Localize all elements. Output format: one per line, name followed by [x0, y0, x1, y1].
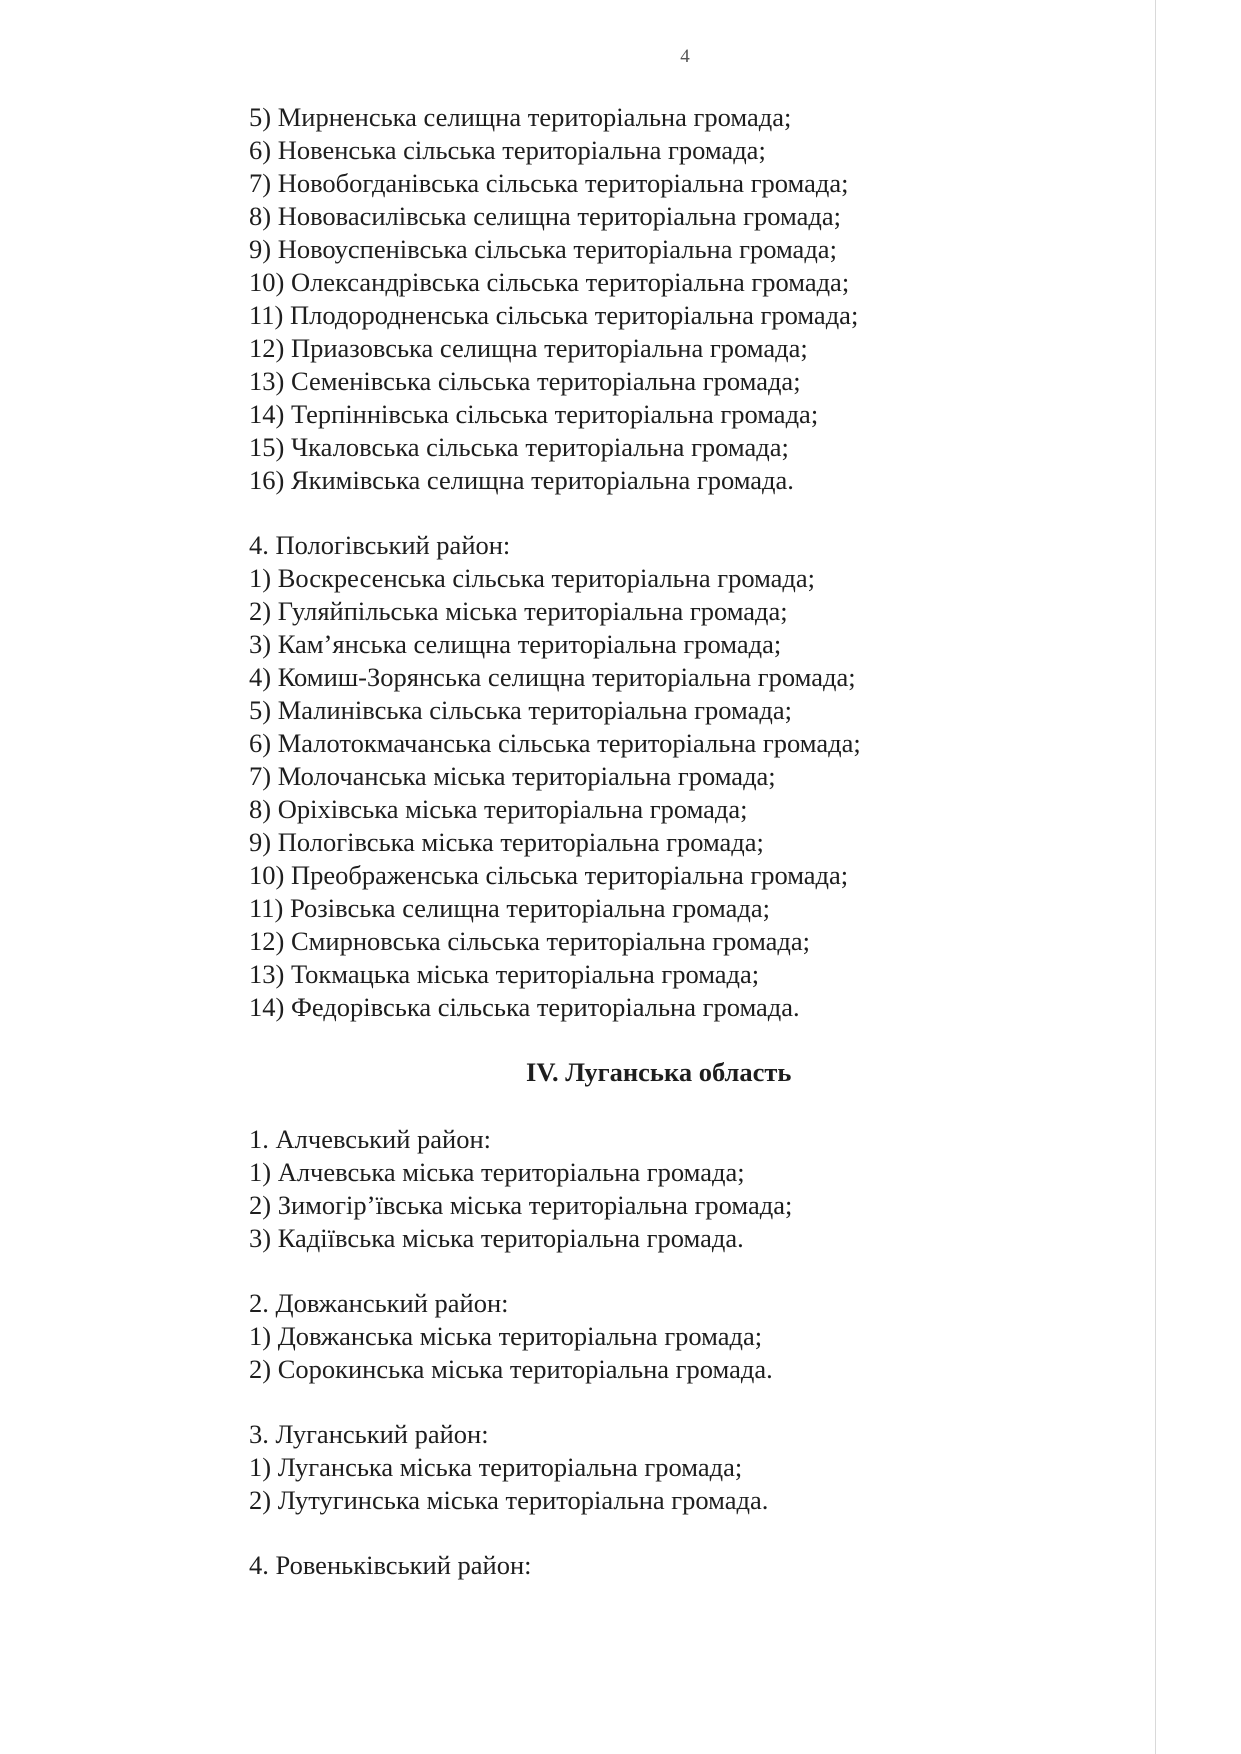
list-item: 1) Луганська міська територіальна громада; — [249, 1452, 743, 1482]
list-item: 3) Кадіївська міська територіальна громада. — [249, 1223, 744, 1253]
list-item: 6) Новенська сільська територіальна громада; — [249, 135, 766, 165]
spacer — [249, 1386, 1149, 1418]
list-item: 2) Зимогір’ївська міська територіальна громада; — [249, 1190, 793, 1220]
list-item: 1) Воскресенська сільська територіальна громада; — [249, 563, 816, 593]
list-item: 14) Федорівська сільська територіальна громада. — [249, 992, 800, 1022]
list-item: 6) Малотокмачанська сільська територіальна громада; — [249, 728, 861, 758]
list-item: 3) Кам’янська селищна територіальна громада; — [249, 629, 782, 659]
list-item: 9) Пологівська міська територіальна громада; — [249, 827, 764, 857]
list-item: 2) Сорокинська міська територіальна громада. — [249, 1354, 773, 1384]
district-title: 4. Ровеньківський район: — [249, 1550, 532, 1580]
list-item: 7) Молочанська міська територіальна громада; — [249, 761, 776, 791]
district-title: 1. Алчевський район: — [249, 1124, 492, 1154]
list-item: 1) Довжанська міська територіальна громада; — [249, 1321, 763, 1351]
district-title: 3. Луганський район: — [249, 1419, 489, 1449]
list-item: 2) Гуляйпільська міська територіальна громада; — [249, 596, 788, 626]
list-item: 5) Мирненська селищна територіальна громада; — [249, 102, 792, 132]
list-item: 9) Новоуспенівська сільська територіальна громада; — [249, 234, 837, 264]
list-item: 4) Комиш-Зорянська селищна територіальна громада; — [249, 662, 856, 692]
district-title: 2. Довжанський район: — [249, 1288, 509, 1318]
page-number: 4 — [680, 46, 690, 67]
section-heading: IV. Луганська область — [526, 1057, 792, 1087]
spacer — [249, 1089, 1149, 1123]
list-item: 8) Оріхівська міська територіальна громада; — [249, 794, 748, 824]
spacer — [249, 1517, 1149, 1549]
list-item: 12) Приазовська селищна територіальна громада; — [249, 333, 808, 363]
list-item: 11) Плодородненська сільська територіальна громада; — [249, 300, 859, 330]
list-item: 13) Токмацька міська територіальна громада; — [249, 959, 760, 989]
list-item: 8) Нововасилівська селищна територіальна громада; — [249, 201, 841, 231]
document-body — [249, 101, 1149, 1582]
list-item: 13) Семенівська сільська територіальна громада; — [249, 366, 801, 396]
list-item: 7) Новобогданівська сільська територіальна громада; — [249, 168, 849, 198]
list-item: 5) Малинівська сільська територіальна громада; — [249, 695, 792, 725]
list-item: 14) Терпіннівська сільська територіальна громада; — [249, 399, 819, 429]
spacer — [249, 1255, 1149, 1287]
spacer — [249, 497, 1149, 529]
list-item: 10) Преображенська сільська територіальна громада; — [249, 860, 849, 890]
list-item: 1) Алчевська міська територіальна громада; — [249, 1157, 745, 1187]
list-item: 2) Лутугинська міська територіальна громада. — [249, 1485, 769, 1515]
list-item: 16) Якимівська селищна територіальна громада. — [249, 465, 794, 495]
list-item: 12) Смирновська сільська територіальна громада; — [249, 926, 811, 956]
page-edge-line — [1155, 0, 1156, 1754]
spacer — [249, 1024, 1149, 1056]
list-item: 11) Розівська селищна територіальна громада; — [249, 893, 770, 923]
district-title: 4. Пологівський район: — [249, 530, 511, 560]
list-item: 10) Олександрівська сільська територіальна громада; — [249, 267, 850, 297]
list-item: 15) Чкаловська сільська територіальна громада; — [249, 432, 789, 462]
